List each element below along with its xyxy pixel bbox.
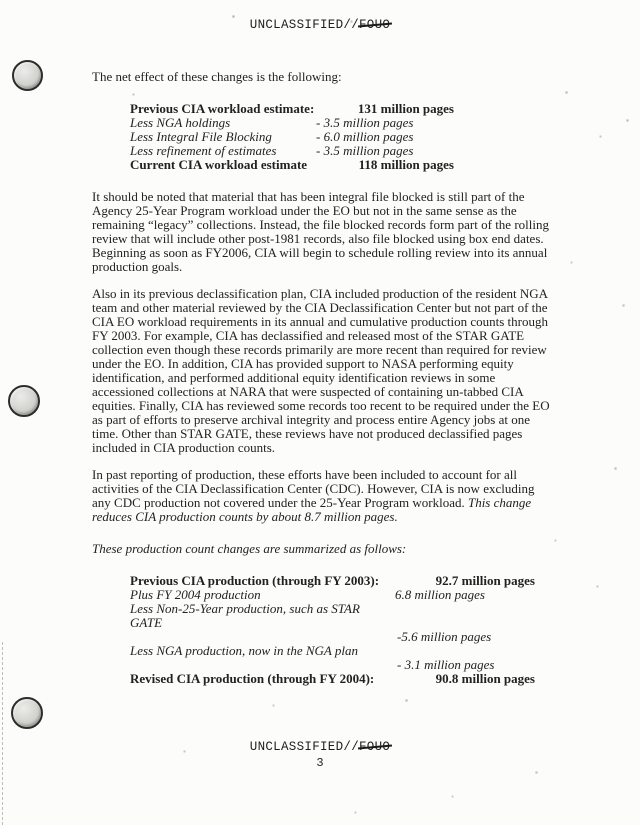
row-label: Plus FY 2004 production: [130, 587, 261, 602]
past-reporting-text: In past reporting of production, these efforts have been included to account for all activities of the CIA Declassification Center (CDC). However, CIA is now excluding any CDC production not covered under the 25-Year Program workload.: [92, 467, 535, 510]
footer-classification-struck-text: FOUO: [359, 740, 391, 754]
table-row: [130, 644, 556, 658]
table-row: [130, 602, 556, 630]
row-value: -5.6 million pages: [397, 629, 492, 644]
row-label: Less refinement of estimates: [130, 143, 277, 158]
row-label: Previous CIA workload estimate:: [130, 101, 315, 116]
row-label: Current CIA workload estimate: [130, 157, 308, 172]
row-label: Less Integral File Blocking: [130, 129, 272, 144]
table-row: [130, 158, 556, 172]
row-value: - 3.5 million pages: [316, 143, 414, 158]
header-classification-struck-text: FOUO: [359, 18, 391, 32]
row-label: Revised CIA production (through FY 2004):: [130, 671, 375, 686]
row-value: - 3.5 million pages: [316, 115, 414, 130]
row-value: 92.7 million pages: [435, 573, 535, 588]
footer-classification-text: UNCLASSIFIED//: [249, 740, 359, 754]
table-row: [130, 144, 556, 158]
header-classification-text: UNCLASSIFIED//: [249, 18, 359, 32]
paragraph-previous-plan: Also in its previous declassification plan, CIA included production of the resident NGA team and other material reviewed by the CIA Declassification Center but not part of the CIA EO workload requirements in its annual and cumulative production counts through FY 2003. For example, CIA has declassified and released most of the STAR GATE collection even though these records primarily are more recent than required for review under the EO. In addition, CIA has provided support to NASA performing equity identification, and performed additional equity identification reviews in some accessioned collections at NARA that were suspected of containing un-tabbed CIA equities. Finally, CIA has reviewed some records too recent to be required under the EO as part of efforts to preserve archival integrity and process entire Agency jobs at one time. Other than STAR GATE, these reviews have not produced declassified pages included in CIA production counts.: [92, 286, 550, 455]
footer-classification: [0, 740, 640, 754]
row-value: 118 million pages: [358, 157, 454, 172]
document-body: [92, 70, 556, 686]
paragraph-integral-file-blocking: It should be noted that material that has been integral file blocked is still part of the Agency 25-Year Program workload under the EO but not in the same sense as the remaining “legacy” collections. Instead, the file blocked records form part of the rolling review that will include other post-1981 records, also file blocked using box end dates. Beginning as soon as FY2006, CIA will begin to schedule rolling review into its annual production goals.: [92, 189, 549, 274]
table-row: [130, 116, 556, 130]
row-value: - 6.0 million pages: [316, 129, 414, 144]
row-value: - 3.1 million pages: [397, 657, 495, 672]
row-value: 90.8 million pages: [435, 671, 535, 686]
table-row: [130, 130, 556, 144]
workload-estimate-table: [130, 102, 556, 172]
page-number: 3: [316, 756, 324, 770]
row-value: 131 million pages: [357, 101, 454, 116]
paragraph-past-reporting: [92, 468, 556, 524]
intro-paragraph: The net effect of these changes is the following:: [92, 69, 342, 84]
table-row: [130, 588, 556, 602]
hole-punch-top: [12, 60, 43, 91]
paragraph-summary-intro: These production count changes are summarized as follows:: [92, 541, 407, 556]
table-row: [130, 672, 556, 686]
row-label: Less Non-25-Year production, such as STAR GATE: [130, 601, 360, 630]
scan-noise-speckles: [0, 0, 1, 1]
hole-punch-bottom: [11, 697, 43, 729]
row-value: 6.8 million pages: [395, 587, 485, 602]
row-label: Less NGA holdings: [130, 115, 231, 130]
row-label: Less NGA production, now in the NGA plan: [130, 643, 358, 658]
hole-punch-middle: [8, 385, 40, 417]
past-reporting-emphasis: This change reduces CIA production counts by about 8.7 million pages.: [92, 495, 532, 524]
table-row: [130, 102, 556, 116]
row-label: Previous CIA production (through FY 2003):: [130, 573, 380, 588]
production-count-table: [130, 574, 556, 686]
header-classification: [0, 18, 640, 32]
left-edge-scan-artifact: [2, 642, 3, 825]
table-row: [130, 574, 556, 588]
